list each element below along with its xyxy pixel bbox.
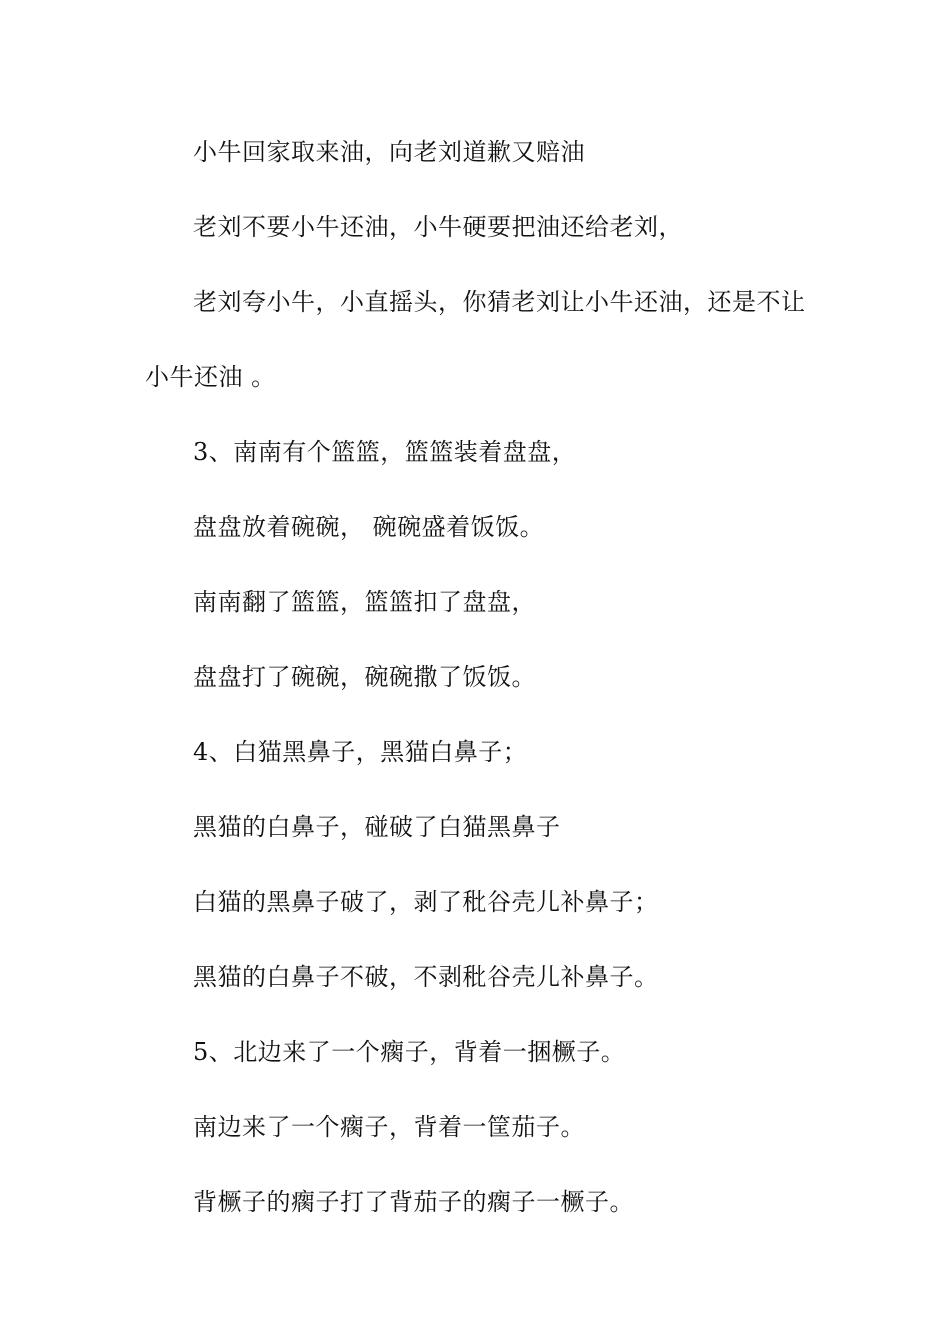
text-line: 黑猫的白鼻子，碰破了白猫黑鼻子 <box>193 813 561 841</box>
text-line: 南边来了一个瘸子，背着一筐茄子。 <box>193 1113 585 1141</box>
text-line: 5、北边来了一个瘸子，背着一捆橛子。 <box>193 1038 626 1066</box>
text-line: 南南翻了篮篮，篮篮扣了盘盘， <box>193 588 536 616</box>
text-line: 背橛子的瘸子打了背茄子的瘸子一橛子。 <box>193 1188 634 1216</box>
text-line: 白猫的黑鼻子破了，剥了秕谷壳儿补鼻子； <box>193 888 659 916</box>
text-line: 黑猫的白鼻子不破，不剥秕谷壳儿补鼻子。 <box>193 963 659 991</box>
text-line: 3、南南有个篮篮，篮篮装着盘盘， <box>193 438 577 466</box>
text-line: 老刘夸小牛，小直摇头，你猜老刘让小牛还油，还是不让 <box>193 288 806 316</box>
text-line: 盘盘打了碗碗，碗碗撒了饭饭。 <box>193 663 536 691</box>
text-line-continuation: 小牛还油 。 <box>145 363 276 391</box>
text-line: 4、白猫黑鼻子，黑猫白鼻子； <box>193 738 528 766</box>
text-line: 盘盘放着碗碗， 碗碗盛着饭饭。 <box>193 513 545 541</box>
text-line: 小牛回家取来油，向老刘道歉又赔油 <box>193 138 585 166</box>
text-line: 老刘不要小牛还油，小牛硬要把油还给老刘， <box>193 213 683 241</box>
